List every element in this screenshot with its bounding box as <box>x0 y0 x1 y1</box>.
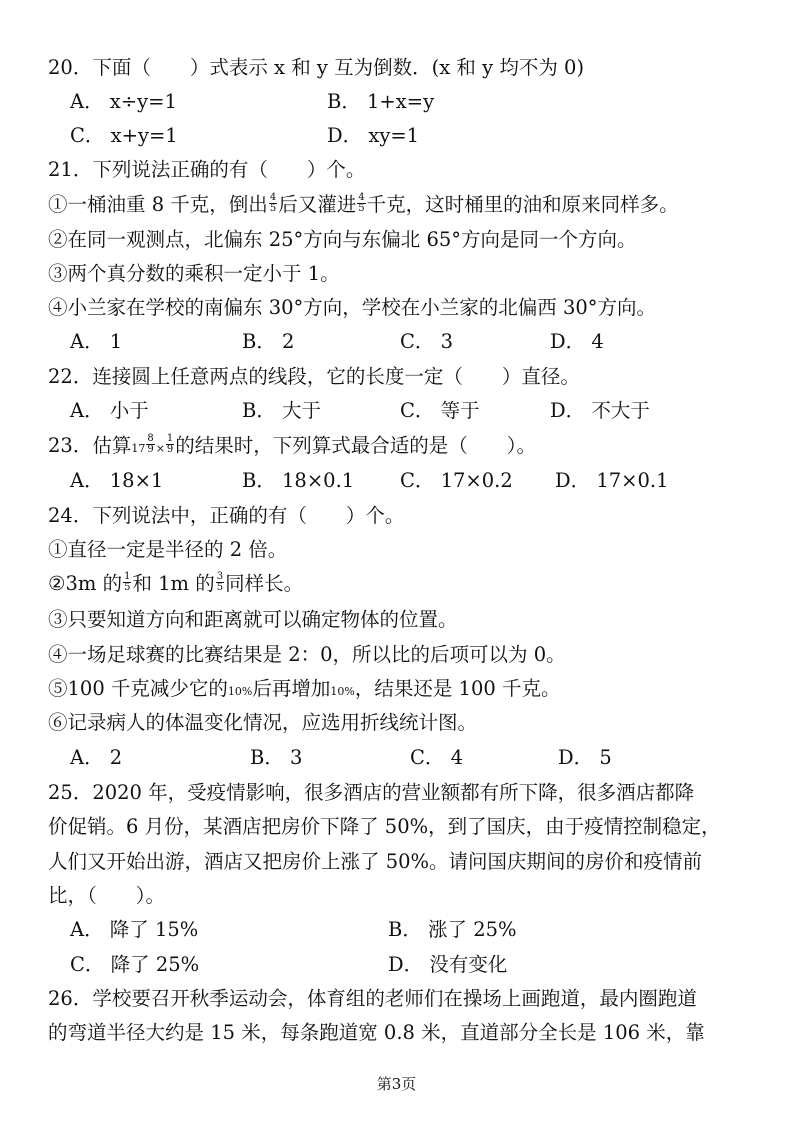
q21-s1-text-c: 千克，这时桶里的油和原来同样多。 <box>366 193 679 216</box>
q20-option-c: C． x+y=1 <box>70 124 178 147</box>
q22-option-c: C． 等于 <box>400 399 480 422</box>
q21-statement-4: ④小兰家在学校的南偏东 30°方向，学校在小兰家的北偏西 30°方向。 <box>48 296 657 319</box>
question-26-line-1: 26．学校要召开秋季运动会，体育组的老师们在操场上画跑道，最内圈跑道 <box>48 987 697 1010</box>
fraction-1-5: $\frac{1}{5}$ <box>124 571 131 593</box>
q21-option-d: D． 4 <box>550 330 604 353</box>
q21-s1-text-b: 后又灌进 <box>278 193 357 216</box>
q23-option-a: A． 18×1 <box>70 469 164 492</box>
q24-statement-3: ③只要知道方向和距离就可以确定物体的位置。 <box>48 608 458 631</box>
q24-s5-text-c: ，结果还是 100 千克。 <box>354 677 561 700</box>
q23-integer: 17 <box>131 442 146 455</box>
page-number: 第3页 <box>376 1075 417 1093</box>
q21-option-a: A． 1 <box>70 330 123 353</box>
q24-statement-2 <box>48 572 303 596</box>
question-25-line-4: 比，（ ）。 <box>48 884 166 907</box>
q24-s5-percent-2: 10% <box>330 685 355 698</box>
fraction-4-5-b: $\frac{4}{5}$ <box>358 192 365 214</box>
q20-option-a: A． x÷y=1 <box>70 90 177 113</box>
q25-option-a: A． 降了 15% <box>70 918 199 941</box>
times-sign: × <box>155 442 165 455</box>
q20-option-d: D． xy=1 <box>327 124 420 147</box>
q24-option-c: C． 4 <box>410 746 464 769</box>
q23-stem-a: 23．估算 <box>48 434 132 457</box>
q25-option-b: B． 涨了 25% <box>388 918 517 941</box>
q22-option-d: D． 不大于 <box>550 399 650 422</box>
q21-s1-text-a: ①一桶油重 8 千克，倒出 <box>48 193 268 216</box>
q23-option-b: B． 18×0.1 <box>242 469 355 492</box>
q24-option-a: A． 2 <box>70 746 123 769</box>
q21-option-c: C． 3 <box>400 330 454 353</box>
q24-option-b: B． 3 <box>250 746 303 769</box>
q21-statement-1 <box>48 193 679 217</box>
q21-option-b: B． 2 <box>242 330 295 353</box>
question-24-stem: 24．下列说法中，正确的有（ ）个。 <box>48 504 405 527</box>
q24-s5-text-a: ⑤100 千克减少它的 <box>48 677 228 700</box>
q21-statement-2: ②在同一观测点，北偏东 25°方向与东偏北 65°方向是同一个方向。 <box>48 228 637 251</box>
question-21-stem: 21．下列说法正确的有（ ）个。 <box>48 158 366 181</box>
q24-s5-text-b: 后再增加 <box>252 677 331 700</box>
q24-statement-6: ⑥记录病人的体温变化情况，应选用折线统计图。 <box>48 711 478 734</box>
q24-s2-text-c: 同样长。 <box>225 572 304 595</box>
question-25-line-2: 价促销。6 月份，某酒店把房价下降了 50%，到了国庆，由于疫情控制稳定， <box>48 815 721 838</box>
q25-option-d: D． 没有变化 <box>388 953 508 976</box>
q23-stem-b: 的结果时，下列算式最合适的是（ ）。 <box>175 434 537 457</box>
q24-statement-5 <box>48 677 560 704</box>
question-25-line-1: 25．2020 年，受疫情影响，很多酒店的营业额都有所下降，很多酒店都降 <box>48 781 695 804</box>
question-23-stem <box>48 434 536 461</box>
q22-option-b: B． 大于 <box>242 399 322 422</box>
question-25-line-3: 人们又开始出游，酒店又把房价上涨了 50%。请问国庆期间的房价和疫情前 <box>48 850 703 873</box>
q24-statement-1: ①直径一定是半径的 2 倍。 <box>48 538 288 561</box>
fraction-4-5: $\frac{4}{5}$ <box>269 192 277 214</box>
q24-option-d: D． 5 <box>558 746 612 769</box>
q25-option-c: C． 降了 25% <box>70 953 200 976</box>
fraction-1-9: $\frac{1}{9}$ <box>166 433 174 455</box>
question-26-line-2: 的弯道半径大约是 15 米，每条跑道宽 0.8 米，直道部分全长是 106 米，靠 <box>48 1021 705 1044</box>
q20-option-b: B． 1+x=y <box>327 90 435 113</box>
q22-option-a: A． 小于 <box>70 399 149 422</box>
question-22-stem: 22．连接圆上任意两点的线段，它的长度一定（ ）直径。 <box>48 365 580 388</box>
q24-s2-text-a: ②3m 的 <box>48 572 123 595</box>
q24-s5-percent-1: 10% <box>227 685 253 698</box>
fraction-8-9: $\frac{8}{9}$ <box>147 433 154 455</box>
fraction-3-5: $\frac{3}{5}$ <box>216 571 224 593</box>
q23-option-d: D． 17×0.1 <box>555 469 669 492</box>
q24-s2-text-b: 和 1m 的 <box>132 572 215 595</box>
question-20-stem: 20．下面（ ）式表示 x 和 y 互为倒数．(x 和 y 均不为 0) <box>48 56 585 79</box>
q23-option-c: C． 17×0.2 <box>400 469 513 492</box>
q24-statement-4: ④一场足球赛的比赛结果是 2：0，所以比的后项可以为 0。 <box>48 643 566 666</box>
q21-statement-3: ③两个真分数的乘积一定小于 1。 <box>48 262 340 285</box>
